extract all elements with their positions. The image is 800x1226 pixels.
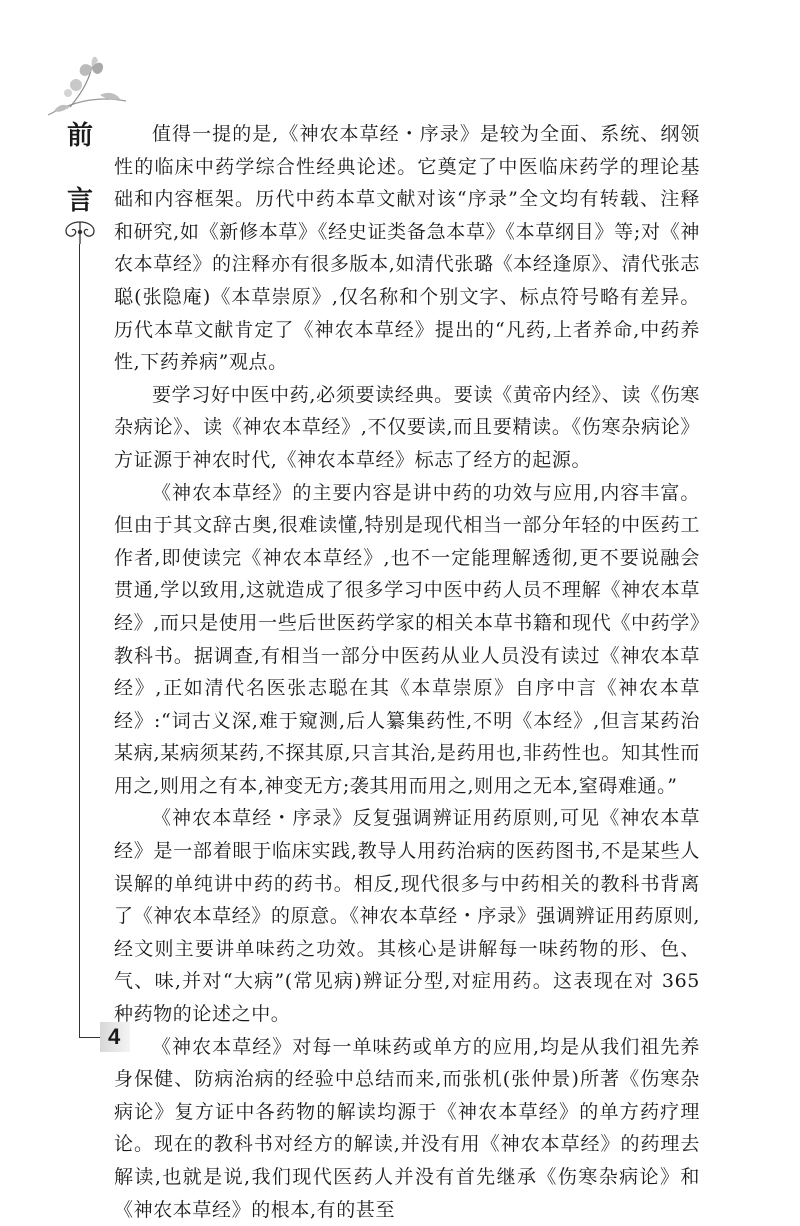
paragraph-3: 《神农本草经》的主要内容是讲中药的功效与应用,内容丰富。但由于其文辞古奥,很难读懂,特别是现代相当一部分年轻的中医药工作者,即使读完《神农本草经》,也不一定能理解透彻,更不要说融会贯通,学以致用,这就造成了很多学习中医中药人员不理解《神农本草经》,而只是使用一些后世医药学家的相关本草书籍和现代《中药学》教科书。据调查,有相当一部分中医药从业人员没有读过《神农本草经》,正如清代名医张志聪在其《本草崇原》自序中言《神农本草经》:“词古义深,难于窥测,后人纂集药性,不明《本经》,但言某药治某病,某病须某药,不探其原,只言其治,是药用也,非药性也。知其性而用之,则用之有本,神变无方;袭其用而用之,则用之无本,窒碍难通。” xyxy=(114,481,700,797)
side-title-char-2: 言 xyxy=(66,186,93,216)
paragraph-5: 《神农本草经》对每一单味药或单方的应用,均是从我们祖先养身保健、防病治病的经验中总结而来,而张机(张仲景)所著《伤寒杂病论》复方证中各药物的解读均源于《神农本草经》的单方药疗理论。现在的教科书对经方的解读,并没有用《神农本草经》的药理去解读,也就是说,我们现代医药人并没有首先继承《伤寒杂病论》和《神农本草经》的根本,有的甚至 xyxy=(114,1035,700,1221)
floral-ornament-icon xyxy=(40,55,130,125)
paragraph-4: 《神农本草经・序录》反复强调辨证用药原则,可见《神农本草经》是一部着眼于临床实践,教导人用药治病的医药图书,不是某些人误解的单纯讲中药的药书。相反,现代很多与中药相关的教科书背离了《神农本草经》的原意。《神农本草经・序录》强调辨证用药原则,经文则主要讲单味药之功效。其核心是讲解每一味药物的形、色、气、味,并对“大病”(常见病)辨证分型,对症用药。这表现在对 365 种药物的论述之中。 xyxy=(114,807,700,1026)
body-text xyxy=(114,118,700,1226)
side-title-char-1: 前 xyxy=(66,121,93,151)
paragraph-2: 要学习好中医中药,必须要读经典。要读《黄帝内经》、读《伤寒杂病论》、读《神农本草经》,不仅要读,而且要精读。《伤寒杂病论》方证源于神农时代,《神农本草经》标志了经方的起源。 xyxy=(114,383,700,471)
paragraph-1: 值得一提的是,《神农本草经・序录》是较为全面、系统、纲领性的临床中药学综合性经典论述。它奠定了中医临床药学的理论基础和内容框架。历代中药本草文献对该“序录”全文均有转载、注释和研究,如《新修本草》《经史证类备急本草》《本草纲目》等;对《神农本草经》的注释亦有很多版本,如清代张璐《本经逢原》、清代张志聪(张隐庵)《本草崇原》,仅名称和个别文字、标点符号略有差异。历代本草文献肯定了《神农本草经》提出的“凡药,上者养命,中药养性,下药养病”观点。 xyxy=(114,123,700,374)
scroll-ornament-icon xyxy=(60,218,100,244)
margin-vertical-rule xyxy=(79,244,80,1038)
page-number: 4 xyxy=(108,1024,121,1049)
